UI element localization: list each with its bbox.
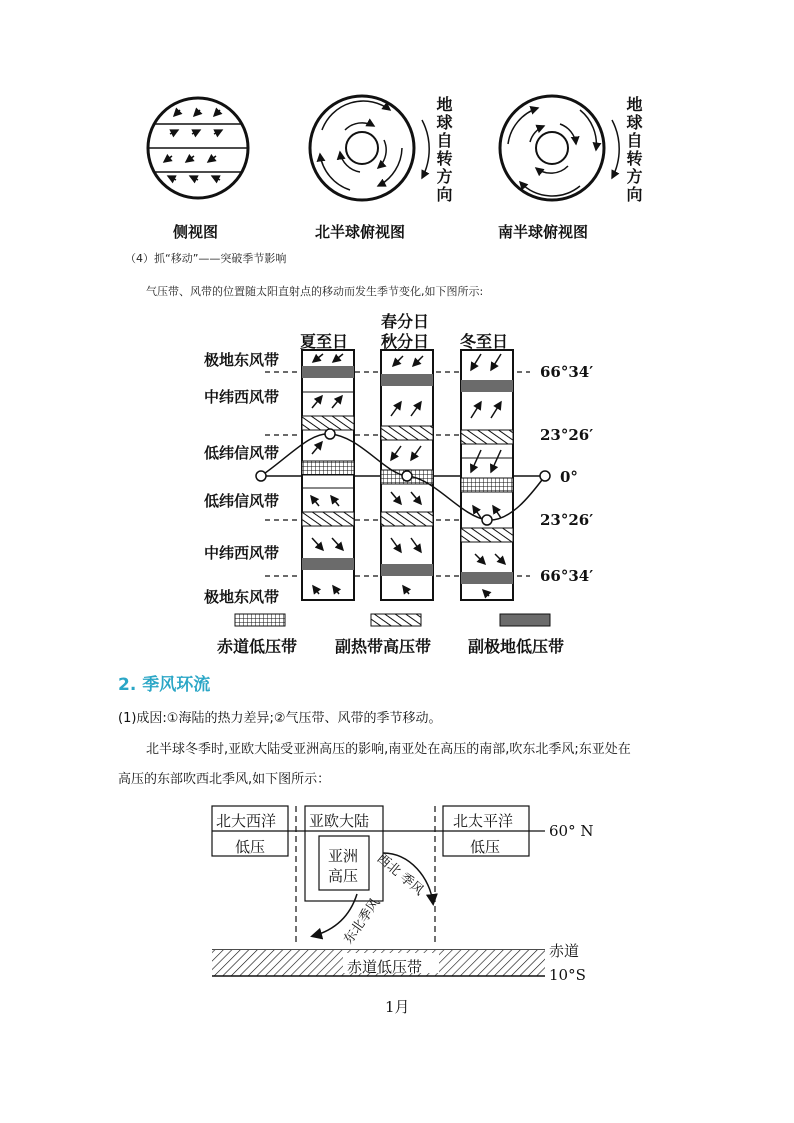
equator-label: 赤道 bbox=[549, 942, 580, 960]
south-view-caption: 南半球俯视图 bbox=[498, 223, 589, 241]
pacific-label-1: 北太平洋 bbox=[453, 812, 514, 830]
legend-subtropic-high: 副热带高压带 bbox=[335, 637, 432, 656]
lat-66s: 66°34′ bbox=[540, 567, 594, 585]
rotation-label-south: 地球自转方向 bbox=[624, 96, 643, 204]
summer-column bbox=[302, 350, 354, 600]
lat-0: 0° bbox=[560, 468, 578, 486]
lat-66n: 66°34′ bbox=[540, 363, 594, 381]
lat10s-label: 10°S bbox=[549, 966, 586, 984]
pacific-label-2: 低压 bbox=[470, 838, 501, 856]
legend-swatch-subtropic-high bbox=[371, 614, 421, 626]
cause-line: (1)成因:①海陆的热力差异;②气压带、风带的季节移动。 bbox=[118, 711, 442, 726]
belt-trade-n: 低纬信风带 bbox=[204, 444, 280, 462]
rotation-label-north: 地球自转方向 bbox=[434, 96, 453, 204]
legend-swatch-subpolar-low bbox=[500, 614, 550, 626]
col-winter-label: 冬至日 bbox=[460, 332, 509, 351]
nw-monsoon-label: 西北 季风 bbox=[373, 851, 427, 899]
belt-trade-s: 低纬信风带 bbox=[204, 492, 280, 510]
para-line-1: 北半球冬季时,亚欧大陆受亚洲高压的影响,南亚处在高压的南部,吹东北季风;东亚处在 bbox=[146, 742, 631, 757]
eurasia-label: 亚欧大陆 bbox=[309, 812, 370, 830]
ne-monsoon-label: 东北季风 bbox=[341, 895, 384, 947]
north-view-caption: 北半球俯视图 bbox=[315, 223, 406, 241]
col-summer-label: 夏至日 bbox=[300, 332, 349, 351]
rotation-diagram bbox=[140, 90, 660, 215]
section4-intro: 气压带、风带的位置随太阳直射点的移动而发生季节变化,如下图所示: bbox=[146, 285, 484, 298]
eq-low-label: 赤道低压带 bbox=[347, 958, 423, 976]
winter-column bbox=[461, 350, 513, 600]
belt-westerly-n: 中纬西风带 bbox=[204, 388, 280, 406]
asia-high-label-1: 亚洲 bbox=[328, 847, 359, 865]
para-line-2: 高压的东部吹西北季风,如下图所示： bbox=[118, 772, 331, 787]
side-view-caption: 侧视图 bbox=[173, 223, 219, 241]
atlantic-label-1: 北大西洋 bbox=[216, 812, 277, 830]
legend-eq-low: 赤道低压带 bbox=[217, 637, 298, 656]
south-top-view-globe bbox=[500, 96, 619, 200]
atlantic-label-2: 低压 bbox=[235, 838, 266, 856]
lat-23n: 23°26′ bbox=[540, 426, 594, 444]
section4-heading: （4）抓“移动”——突破季节影响 bbox=[125, 252, 287, 265]
side-view-globe bbox=[148, 98, 248, 198]
lat60-label: 60° N bbox=[549, 822, 594, 840]
belt-polar-easterly-s: 极地东风带 bbox=[204, 588, 280, 606]
legend-subpolar-low: 副极地低压带 bbox=[468, 637, 565, 656]
lat-23s: 23°26′ bbox=[540, 511, 594, 529]
col-equinox-label-2: 秋分日 bbox=[381, 332, 430, 351]
month-label: 1月 bbox=[385, 998, 410, 1016]
asia-high-label-2: 高压 bbox=[328, 867, 359, 885]
legend-swatch-eq-low bbox=[235, 614, 285, 626]
col-equinox-label-1: 春分日 bbox=[381, 312, 430, 331]
belt-polar-easterly-n: 极地东风带 bbox=[204, 351, 280, 369]
north-top-view-globe bbox=[310, 96, 429, 200]
section2-heading: 2. 季风环流 bbox=[118, 675, 211, 695]
belt-westerly-s: 中纬西风带 bbox=[204, 544, 280, 562]
